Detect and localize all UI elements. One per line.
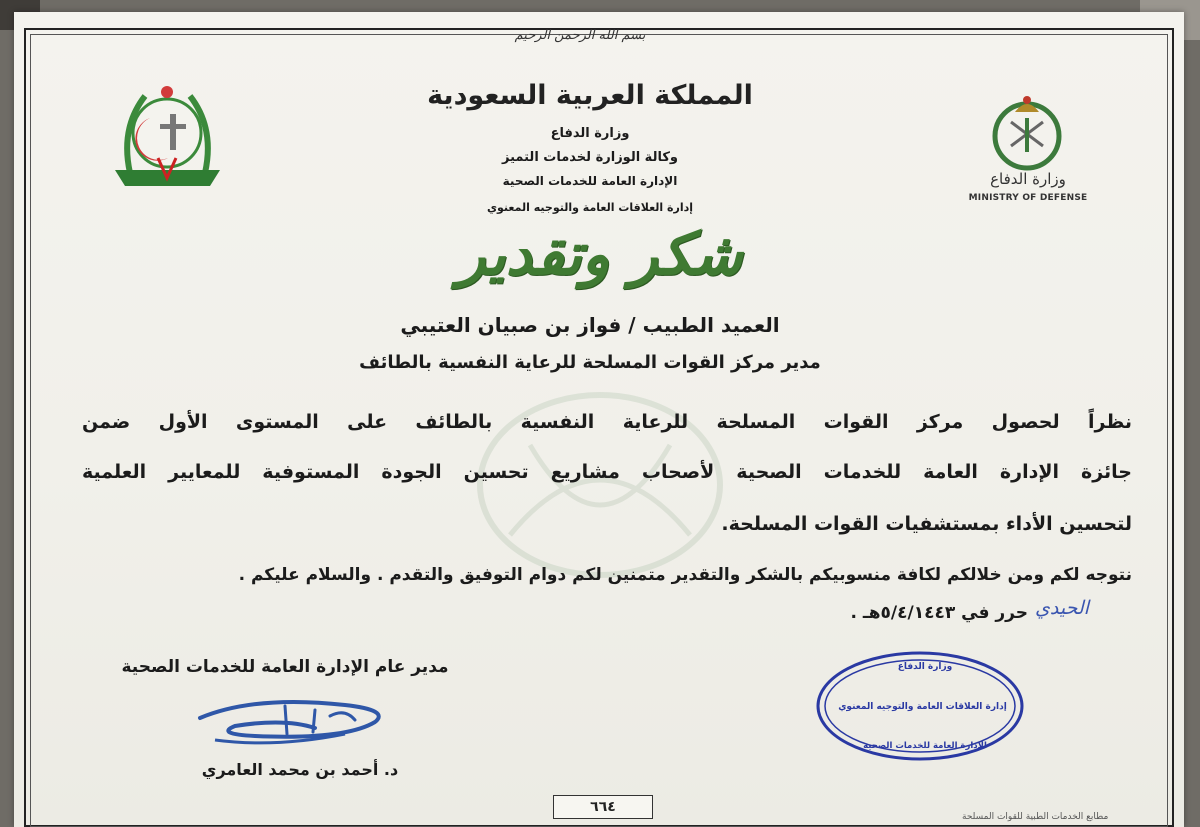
- ministry-of-defense-caption-en: MINISTRY OF DEFENSE: [968, 193, 1088, 203]
- certificate-title: شكر وتقدير: [457, 220, 743, 288]
- stamp-line: إدارة العلاقات العامة والتوجيه المعنوي: [838, 702, 1007, 712]
- honoree-position: مدير مركز القوات المسلحة للرعاية النفسية بالطائف: [359, 352, 821, 373]
- agency-name: وكالة الوزارة لخدمات التميز: [502, 150, 678, 165]
- page-number: ٦٦٤: [553, 795, 653, 819]
- kingdom-title: المملكة العربية السعودية: [427, 80, 753, 111]
- body-line: جائزة الإدارة العامة للخدمات الصحية لأصحاب مشاريع تحسين الجودة المستوفية للمعايير العلمية: [82, 461, 1132, 483]
- ministry-of-defense-caption: وزارة الدفاع: [990, 170, 1066, 188]
- body-line: نظراً لحصول مركز القوات المسلحة للرعاية النفسية بالطائف على المستوى الأول ضمن: [82, 411, 1132, 433]
- ministry-name: وزارة الدفاع: [550, 126, 630, 141]
- honoree-name: العميد الطبيب / فواز بن صبيان العتيبي: [400, 313, 780, 337]
- body-line: لتحسين الأداء بمستشفيات القوات المسلحة.: [721, 513, 1132, 535]
- stamp-line: وزارة الدفاع: [897, 662, 953, 672]
- stamp-line: الإدارة العامة للخدمات الصحية: [863, 741, 987, 751]
- handwritten-date-note: الحيدي: [1035, 597, 1089, 619]
- signatory-name: د. أحمد بن محمد العامري: [201, 760, 399, 779]
- issue-date: حرر في ٥/٤/١٤٤٣هـ .: [850, 603, 1028, 623]
- signatory-title: مدير عام الإدارة العامة للخدمات الصحية: [121, 657, 449, 677]
- basmala: بسم الله الرحمن الرحيم: [514, 28, 646, 43]
- printer-note: مطابع الخدمات الطبية للقوات المسلحة: [962, 812, 1109, 822]
- directorate-name: الإدارة العامة للخدمات الصحية: [502, 174, 678, 188]
- department-name: إدارة العلاقات العامة والتوجيه المعنوي: [486, 201, 694, 214]
- armed-forces-medical-services-emblem-icon: [110, 78, 225, 197]
- body-line: نتوجه لكم ومن خلالكم لكافة منسوبيكم بالشكر والتقدير متمنين لكم دوام التوفيق والتقدم . والسلام عليكم .: [238, 565, 1132, 585]
- signature: [195, 690, 395, 750]
- ministry-of-defense-emblem-icon: [985, 92, 1070, 176]
